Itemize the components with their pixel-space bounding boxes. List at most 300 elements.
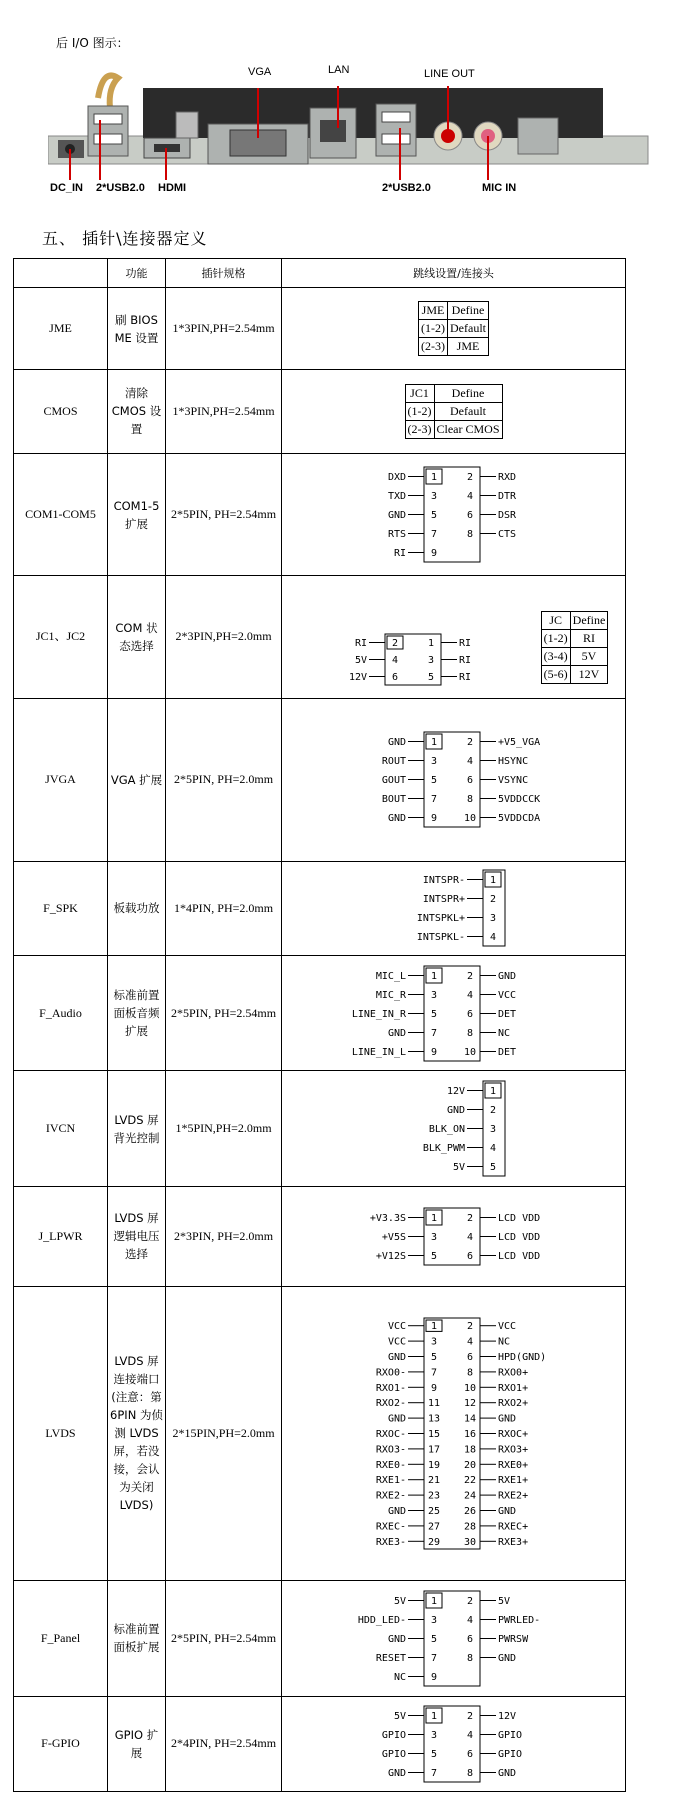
pin-signal-label: PWRLED- — [497, 1614, 540, 1626]
pin-number: 6 — [466, 775, 473, 787]
jumper-table — [405, 384, 503, 439]
pin-signal-label: +V3.3S — [369, 1212, 406, 1224]
table-row — [14, 576, 626, 698]
pin-number: 8 — [466, 1767, 473, 1779]
jumper-table — [418, 301, 489, 356]
pin-signal-label: RXO3+ — [497, 1444, 528, 1456]
lan-label: LAN — [328, 64, 350, 76]
pin-number: 2 — [466, 1212, 473, 1224]
pin-signal-label: LCD VDD — [497, 1212, 540, 1224]
pin-signal-label: 5V — [393, 1710, 406, 1722]
pin-signal-label: MIC_R — [375, 989, 406, 1001]
pin-number: 26 — [463, 1505, 476, 1517]
pin-signal-label: VCC — [387, 1321, 406, 1333]
pin-number: 1 — [430, 1321, 437, 1333]
connector-name: F_Audio — [14, 955, 108, 1071]
table-header-row — [14, 259, 626, 288]
pin-signal-label: 5V — [393, 1595, 406, 1607]
pin-number: 7 — [430, 1027, 437, 1039]
table-row — [14, 1071, 626, 1187]
header-cell: 跳线设置/连接头 — [282, 259, 626, 288]
pinout-cell — [282, 1186, 626, 1286]
connector-spec: 1*3PIN,PH=2.54mm — [166, 288, 282, 370]
table-row — [14, 1581, 626, 1697]
connector-function: GPIO 扩展 — [108, 1696, 166, 1791]
pin-signal-label: GND — [497, 1413, 516, 1425]
pin-number: 30 — [463, 1536, 476, 1548]
pin-signal-label: RXE2- — [375, 1490, 406, 1502]
pin-signal-label: INTSPR+ — [422, 894, 465, 906]
pin-signal-label: LINE_IN_R — [351, 1008, 406, 1020]
connector-spec: 2*5PIN, PH=2.0mm — [166, 698, 282, 861]
connector-spec: 2*15PIN,PH=2.0mm — [166, 1286, 282, 1581]
pin-number: 4 — [466, 989, 473, 1001]
pin-number: 1 — [430, 472, 437, 484]
connector-spec: 1*4PIN, PH=2.0mm — [166, 861, 282, 955]
pin-number: 6 — [466, 1008, 473, 1020]
connector-spec: 2*3PIN,PH=2.0mm — [166, 576, 282, 698]
connector-function: 标准前置面板音频扩展 — [108, 955, 166, 1071]
pin-number: 3 — [430, 1614, 437, 1626]
pin-number: 6 — [466, 1748, 473, 1760]
pinout-diagram — [338, 1588, 570, 1689]
pin-number: 9 — [430, 813, 437, 825]
pin-signal-label: RXO2- — [375, 1398, 406, 1410]
jumper-value: Default — [434, 402, 502, 420]
pin-number: 9 — [430, 1046, 437, 1058]
pin-number: 16 — [463, 1428, 476, 1440]
jumper-value: JC — [541, 612, 570, 630]
pin-signal-label: RTS — [387, 529, 406, 541]
pin-signal-label: CTS — [497, 529, 516, 541]
pin-signal-label: 5VDDCCK — [497, 794, 540, 806]
pinout-cell — [282, 1581, 626, 1697]
pin-number: 7 — [430, 529, 437, 541]
jumper-value: JC1 — [405, 384, 434, 402]
pin-number: 4 — [466, 1231, 473, 1243]
pinout-diagram — [338, 729, 570, 830]
pin-number: 6 — [466, 1633, 473, 1645]
pin-signal-label: RXEC- — [375, 1521, 406, 1533]
pin-signal-label: GND — [497, 1652, 516, 1664]
jumper-value: RI — [570, 630, 608, 648]
pin-signal-label: GND — [387, 737, 406, 749]
pin-signal-label: INTSPKL+ — [416, 913, 465, 925]
pin-signal-label: 12V — [446, 1086, 465, 1098]
pin-signal-label: HDD_LED- — [357, 1614, 406, 1626]
pin-signal-label: RXO1- — [375, 1382, 406, 1394]
connector-name: CMOS — [14, 370, 108, 454]
jumper-value: Clear CMOS — [434, 420, 502, 438]
pin-number: 7 — [430, 794, 437, 806]
pin-number: 2 — [466, 970, 473, 982]
pin-signal-label: RXO1+ — [497, 1382, 528, 1394]
pinout-cell — [282, 698, 626, 861]
connector-spec: 1*3PIN,PH=2.54mm — [166, 370, 282, 454]
pin-number: 2 — [466, 737, 473, 749]
pin-number: 4 — [466, 1729, 473, 1741]
pinout-cell — [282, 861, 626, 955]
dc-in-label: DC_IN — [50, 182, 84, 194]
pin-number: 3 — [489, 913, 496, 925]
pin-number: 4 — [466, 1336, 473, 1348]
connector-function: VGA 扩展 — [108, 698, 166, 861]
pin-number: 24 — [463, 1490, 476, 1502]
pin-number: 5 — [427, 672, 434, 684]
connector-function: 刷 BIOS ME 设置 — [108, 288, 166, 370]
header-cell: 功能 — [108, 259, 166, 288]
pin-signal-label: INTSPR- — [422, 875, 465, 887]
pin-signal-label: VSYNC — [497, 775, 528, 787]
jumper-value: (1-2) — [541, 630, 570, 648]
table-row — [14, 370, 626, 454]
pin-number: 4 — [391, 655, 398, 667]
pin-signal-label: RI — [458, 655, 471, 667]
pin-number: 23 — [427, 1490, 440, 1502]
connector-definition-table — [13, 258, 626, 1792]
pin-number: 21 — [427, 1475, 440, 1487]
pin-number: 3 — [430, 1336, 437, 1348]
pinout-diagram — [338, 1205, 570, 1268]
jumper-value: Define — [448, 302, 489, 320]
pin-signal-label: GND — [497, 1767, 516, 1779]
pin-signal-label: GND — [387, 1027, 406, 1039]
pin-number: 5 — [430, 1748, 437, 1760]
connector-spec: 2*5PIN, PH=2.54mm — [166, 453, 282, 575]
connector-function: LVDS 屏逻辑电压选择 — [108, 1186, 166, 1286]
pin-signal-label: LCD VDD — [497, 1231, 540, 1243]
pinout-diagram — [299, 631, 531, 688]
pin-number: 5 — [430, 1008, 437, 1020]
connector-function: 清除 CMOS 设置 — [108, 370, 166, 454]
jumper-value: (3-4) — [541, 648, 570, 666]
pin-number: 8 — [466, 1652, 473, 1664]
pin-signal-label: RI — [393, 548, 406, 560]
pin-number: 19 — [427, 1459, 440, 1471]
pinout-diagram — [397, 1078, 511, 1179]
pin-number: 4 — [466, 491, 473, 503]
connector-spec: 2*5PIN, PH=2.54mm — [166, 1581, 282, 1697]
pin-number: 1 — [430, 1212, 437, 1224]
pin-number: 8 — [466, 1027, 473, 1039]
connector-function: COM 状态选择 — [108, 576, 166, 698]
pin-number: 3 — [430, 491, 437, 503]
pin-number: 1 — [430, 737, 437, 749]
pin-number: 8 — [466, 794, 473, 806]
pinout-cell — [282, 1286, 626, 1581]
pin-signal-label: RXE0+ — [497, 1459, 528, 1471]
pin-signal-label: +V5S — [381, 1231, 406, 1243]
pin-signal-label: PWRSW — [497, 1633, 528, 1645]
pin-number: 22 — [463, 1475, 476, 1487]
pin-signal-label: RXE3- — [375, 1536, 406, 1548]
pin-number: 5 — [430, 510, 437, 522]
pin-number: 3 — [427, 655, 434, 667]
vga-label: VGA — [248, 66, 272, 78]
pin-signal-label: RXEC+ — [497, 1521, 528, 1533]
pinout-diagram — [338, 464, 570, 565]
pin-number: 6 — [391, 672, 398, 684]
pin-signal-label: DET — [497, 1046, 516, 1058]
pin-signal-label: 12V — [348, 672, 367, 684]
header-cell — [14, 259, 108, 288]
pin-number: 1 — [430, 1595, 437, 1607]
pin-signal-label: RXE1+ — [497, 1475, 528, 1487]
pin-signal-label: RXE2+ — [497, 1490, 528, 1502]
pin-signal-label: INTSPKL- — [416, 932, 465, 944]
pin-signal-label: BLK_PWM — [422, 1143, 465, 1155]
jumper-value: 5V — [570, 648, 608, 666]
pin-number: 3 — [430, 989, 437, 1001]
jumper-table — [541, 611, 609, 684]
pin-signal-label: NC — [497, 1336, 510, 1348]
io-title: 后 I/O 图示： — [56, 36, 129, 50]
connector-name: J_LPWR — [14, 1186, 108, 1286]
pin-number: 2 — [466, 1595, 473, 1607]
pin-number: 5 — [430, 1250, 437, 1262]
pin-signal-label: MIC_L — [375, 970, 406, 982]
pinout-cell — [282, 955, 626, 1071]
pin-signal-label: GND — [387, 813, 406, 825]
pin-number: 6 — [466, 1351, 473, 1363]
pin-signal-label: VCC — [497, 1321, 516, 1333]
connector-name: F-GPIO — [14, 1696, 108, 1791]
pin-number: 15 — [427, 1428, 440, 1440]
pin-signal-label: NC — [497, 1027, 510, 1039]
pinout-diagram — [338, 1315, 570, 1552]
usb-left-label: 2*USB2.0 — [96, 182, 145, 194]
connector-name: JC1、JC2 — [14, 576, 108, 698]
jumper-cell — [282, 288, 626, 370]
pin-number: 10 — [463, 813, 476, 825]
pin-number: 1 — [430, 970, 437, 982]
pin-number: 1 — [489, 875, 496, 887]
jumper-value: (1-2) — [405, 402, 434, 420]
pin-number: 5 — [430, 775, 437, 787]
pin-signal-label: GND — [387, 1505, 406, 1517]
pin-signal-label: GND — [387, 1767, 406, 1779]
pin-number: 18 — [463, 1444, 476, 1456]
pin-signal-label: RXE3+ — [497, 1536, 528, 1548]
pin-number: 28 — [463, 1521, 476, 1533]
pin-number: 3 — [489, 1124, 496, 1136]
pin-signal-label: RESET — [375, 1652, 406, 1664]
pin-number: 8 — [466, 529, 473, 541]
header-cell: 插针规格 — [166, 259, 282, 288]
pin-signal-label: RXO0+ — [497, 1367, 528, 1379]
jumper-value: Define — [570, 612, 608, 630]
pin-signal-label: GND — [497, 1505, 516, 1517]
pinout-cell — [282, 1696, 626, 1791]
pin-number: 3 — [430, 1231, 437, 1243]
pin-number: 9 — [430, 1382, 437, 1394]
pin-signal-label: HSYNC — [497, 756, 528, 768]
pin-signal-label: LCD VDD — [497, 1250, 540, 1262]
pin-number: 2 — [489, 894, 496, 906]
pin-signal-label: GPIO — [381, 1748, 406, 1760]
section-title: 五、 插针\连接器定义 — [42, 229, 208, 248]
connector-function: LVDS 屏连接端口(注意：第 6PIN 为侦测 LVDS 屏，若没接，会认为关闭 LVDS) — [108, 1286, 166, 1581]
pin-number: 11 — [427, 1398, 440, 1410]
pin-signal-label: +V12S — [375, 1250, 406, 1262]
pin-number: 4 — [489, 1143, 496, 1155]
pinout-diagram — [397, 867, 511, 949]
connector-spec: 2*3PIN, PH=2.0mm — [166, 1186, 282, 1286]
pin-signal-label: LINE_IN_L — [351, 1046, 406, 1058]
pin-number: 3 — [430, 756, 437, 768]
pin-signal-label: DET — [497, 1008, 516, 1020]
pin-signal-label: GND — [497, 970, 516, 982]
connector-spec: 1*5PIN,PH=2.0mm — [166, 1071, 282, 1187]
pin-number: 4 — [466, 1614, 473, 1626]
jumper-value: (2-3) — [419, 338, 448, 356]
pin-number: 14 — [463, 1413, 476, 1425]
pin-number: 2 — [466, 472, 473, 484]
pin-signal-label: RI — [354, 638, 367, 650]
pinout-cell — [282, 576, 626, 698]
pin-signal-label: GND — [387, 1633, 406, 1645]
pin-signal-label: HPD(GND) — [497, 1351, 546, 1363]
pin-signal-label: 5V — [452, 1162, 465, 1174]
pin-number: 9 — [430, 1671, 437, 1683]
table-row — [14, 1286, 626, 1581]
table-row — [14, 1696, 626, 1791]
pin-signal-label: DTR — [497, 491, 516, 503]
pin-signal-label: GPIO — [497, 1729, 522, 1741]
pin-number: 25 — [427, 1505, 440, 1517]
pin-signal-label: RI — [458, 672, 471, 684]
pin-signal-label: VCC — [497, 989, 516, 1001]
pin-signal-label: GOUT — [381, 775, 406, 787]
pin-signal-label: RI — [458, 638, 471, 650]
pin-signal-label: NC — [393, 1671, 406, 1683]
pin-number: 1 — [489, 1086, 496, 1098]
pin-number: 1 — [430, 1710, 437, 1722]
pin-number: 6 — [466, 1250, 473, 1262]
pin-number: 5 — [430, 1633, 437, 1645]
pin-number: 2 — [466, 1710, 473, 1722]
pin-number: 5 — [430, 1351, 437, 1363]
pin-number: 12 — [463, 1398, 476, 1410]
connector-function: 板载功放 — [108, 861, 166, 955]
pinout-diagram — [338, 963, 570, 1064]
pin-signal-label: GND — [387, 1351, 406, 1363]
connector-name: F_Panel — [14, 1581, 108, 1697]
pin-signal-label: RXOC+ — [497, 1428, 528, 1440]
jumper-value: (1-2) — [419, 320, 448, 338]
pin-number: 2 — [391, 638, 398, 650]
pinout-cell — [282, 453, 626, 575]
pin-signal-label: TXD — [387, 491, 406, 503]
pin-signal-label: 5V — [497, 1595, 510, 1607]
pin-number: 20 — [463, 1459, 476, 1471]
pin-signal-label: GND — [446, 1105, 465, 1117]
table-row — [14, 288, 626, 370]
connector-name: LVDS — [14, 1286, 108, 1581]
jumper-value: (2-3) — [405, 420, 434, 438]
table-row — [14, 1186, 626, 1286]
jumper-value: Define — [434, 384, 502, 402]
pin-signal-label: BLK_ON — [428, 1124, 465, 1136]
table-row — [14, 861, 626, 955]
pin-signal-label: GND — [387, 510, 406, 522]
pin-signal-label: RXOC- — [375, 1428, 406, 1440]
pin-signal-label: RXO3- — [375, 1444, 406, 1456]
pin-signal-label: GPIO — [497, 1748, 522, 1760]
hdmi-label: HDMI — [158, 182, 187, 194]
connector-function: LVDS 屏背光控制 — [108, 1071, 166, 1187]
jumper-cell — [282, 370, 626, 454]
pin-number: 27 — [427, 1521, 440, 1533]
connector-name: COM1-COM5 — [14, 453, 108, 575]
pin-signal-label: BOUT — [381, 794, 406, 806]
jumper-value: 12V — [570, 666, 608, 684]
jumper-value: (5-6) — [541, 666, 570, 684]
pinout-cell — [282, 1071, 626, 1187]
pin-signal-label: RXO0- — [375, 1367, 406, 1379]
rear-io-board-illustration — [48, 68, 662, 188]
usb-right-label: 2*USB2.0 — [382, 182, 431, 194]
pin-number: 4 — [489, 932, 496, 944]
pin-signal-label: RXO2+ — [497, 1398, 528, 1410]
pin-signal-label: ROUT — [381, 756, 406, 768]
pin-number: 2 — [466, 1321, 473, 1333]
pin-number: 2 — [489, 1105, 496, 1117]
pin-signal-label: RXE0- — [375, 1459, 406, 1471]
pin-signal-label: DXD — [387, 472, 406, 484]
pin-signal-label: 5VDDCDA — [497, 813, 540, 825]
pin-number: 9 — [430, 548, 437, 560]
table-row — [14, 453, 626, 575]
connector-name: F_SPK — [14, 861, 108, 955]
connector-name: JME — [14, 288, 108, 370]
pin-number: 6 — [466, 510, 473, 522]
pin-number: 17 — [427, 1444, 440, 1456]
pin-number: 7 — [430, 1367, 437, 1379]
mic-in-label: MIC IN — [482, 182, 517, 194]
pin-signal-label: RXD — [497, 472, 516, 484]
pin-number: 8 — [466, 1367, 473, 1379]
connector-function: COM1-5 扩展 — [108, 453, 166, 575]
connector-spec: 2*4PIN, PH=2.54mm — [166, 1696, 282, 1791]
connector-spec: 2*5PIN, PH=2.54mm — [166, 955, 282, 1071]
table-row — [14, 698, 626, 861]
pin-number: 29 — [427, 1536, 440, 1548]
line-out-label: LINE OUT — [424, 68, 475, 80]
pin-number: 10 — [463, 1046, 476, 1058]
pinout-diagram — [338, 1703, 570, 1785]
connector-function: 标准前置面板扩展 — [108, 1581, 166, 1697]
pin-signal-label: 5V — [354, 655, 367, 667]
pin-number: 10 — [463, 1382, 476, 1394]
pin-number: 1 — [427, 638, 434, 650]
pin-signal-label: 12V — [497, 1710, 516, 1722]
pin-number: 13 — [427, 1413, 440, 1425]
jumper-value: JME — [419, 302, 448, 320]
pin-signal-label: VCC — [387, 1336, 406, 1348]
pin-signal-label: DSR — [497, 510, 516, 522]
pin-signal-label: +V5_VGA — [497, 737, 540, 749]
pin-number: 7 — [430, 1652, 437, 1664]
pin-number: 4 — [466, 756, 473, 768]
pin-signal-label: GPIO — [381, 1729, 406, 1741]
pin-number: 5 — [489, 1162, 496, 1174]
pin-number: 3 — [430, 1729, 437, 1741]
pin-signal-label: RXE1- — [375, 1475, 406, 1487]
pin-signal-label: GND — [387, 1413, 406, 1425]
pin-number: 7 — [430, 1767, 437, 1779]
connector-name: JVGA — [14, 698, 108, 861]
